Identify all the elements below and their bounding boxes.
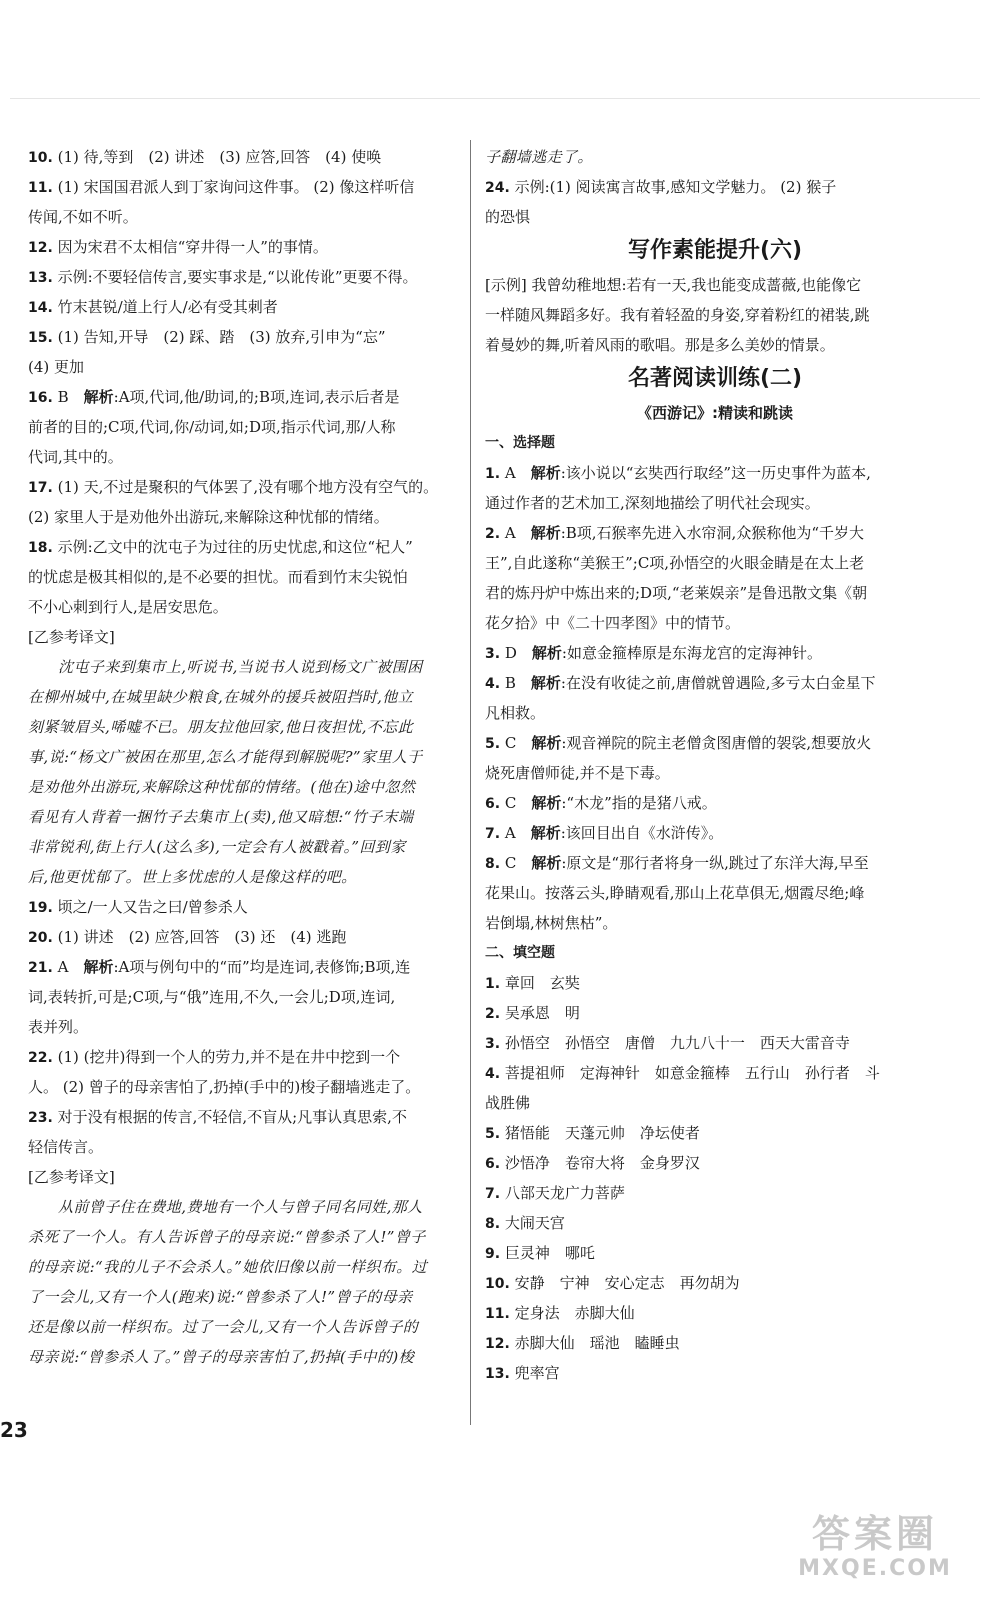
section-title: 写作素能提升(六) xyxy=(627,238,803,263)
answer-item xyxy=(485,1238,945,1268)
choice-answer-item xyxy=(485,788,945,818)
item-number: 22. xyxy=(28,1050,53,1066)
answer-option: A xyxy=(504,524,516,542)
continuation-line: 前者的目的;C项,代词,你/动词,如;D项,指示代词,那/人称 xyxy=(28,418,396,436)
item-number: 3. xyxy=(485,646,501,662)
answer-item xyxy=(28,1102,460,1132)
item-number: 24. xyxy=(485,180,510,196)
item-text: 章回 玄奘 xyxy=(504,974,580,992)
section-subtitle: 《西游记》:精读和跳读 xyxy=(637,404,793,422)
continuation-line: 烧死唐僧师徒,并不是下毒。 xyxy=(485,764,670,782)
translation-line: 杀死了一个人。有人告诉曾子的母亲说:“曾参杀了人!”曾子 xyxy=(28,1228,426,1246)
page-number: 23 xyxy=(0,1418,28,1442)
item-text: 示例:不要轻信传言,要实事求是,“以讹传讹”更要不得。 xyxy=(57,268,418,286)
item-text: 示例:(1) 阅读寓言故事,感知文学魅力。 (2) 猴子 xyxy=(514,178,837,196)
item-number: 2. xyxy=(485,526,501,542)
continuation-line: 人。 (2) 曾子的母亲害怕了,扔掉(手中的)梭子翻墙逃走了。 xyxy=(28,1078,421,1096)
item-number: 21. xyxy=(28,960,53,976)
translation-line: 从前曾子住在费地,费地有一个人与曾子同名同姓,那人 xyxy=(58,1198,423,1216)
item-text: 吴承恩 明 xyxy=(504,1004,580,1022)
answer-item xyxy=(485,1118,945,1148)
watermark-url: MXQE.COM xyxy=(798,1556,952,1581)
right-column xyxy=(485,142,945,1388)
answer-item xyxy=(28,922,460,952)
item-number: 12. xyxy=(485,1336,510,1352)
item-number: 11. xyxy=(485,1306,510,1322)
analysis-label: 解析 xyxy=(530,464,561,482)
item-number: 8. xyxy=(485,1216,501,1232)
left-column xyxy=(28,142,460,1372)
answer-item xyxy=(485,968,945,998)
answer-option: C xyxy=(504,794,517,812)
answer-item xyxy=(485,1178,945,1208)
translation-line: 后,他更忧郁了。世上多忧虑的人是像这样的吧。 xyxy=(28,868,357,886)
continuation-line: 君的炼丹炉中炼出来的;D项,“老莱娱亲”是鲁迅散文集《朝 xyxy=(485,584,868,602)
reference-translation-label: [乙参考译文] xyxy=(28,1168,115,1186)
answer-item xyxy=(485,1208,945,1238)
item-number: 13. xyxy=(485,1366,510,1382)
item-text: 赤脚大仙 瑶池 瞌睡虫 xyxy=(514,1334,680,1352)
continuation-line: 不小心刺到行人,是居安思危。 xyxy=(28,598,228,616)
answer-item xyxy=(485,1148,945,1178)
answer-item xyxy=(485,1328,945,1358)
translation-line: 刻紧皱眉头,唏嘘不已。朋友拉他回家,他日夜担忧,不忘此 xyxy=(28,718,414,736)
continuation-line: [示例] 我曾幼稚地想:若有一天,我也能变成蔷薇,也能像它 xyxy=(485,276,862,294)
answer-option: A xyxy=(504,824,516,842)
item-text: :A项与例句中的“而”均是连词,表修饰;B项,连 xyxy=(113,958,411,976)
choice-answer-item xyxy=(485,668,945,698)
continuation-line: 传闻,不如不听。 xyxy=(28,208,138,226)
answer-item xyxy=(485,1298,945,1328)
answer-item xyxy=(28,1042,460,1072)
item-text: :观音禅院的院主老僧贪图唐僧的袈裟,想要放火 xyxy=(561,734,872,752)
item-text: 顷之/一人又告之曰/曾参杀人 xyxy=(57,898,248,916)
continuation-line: (4) 更加 xyxy=(28,358,85,376)
item-number: 23. xyxy=(28,1110,53,1126)
answer-item xyxy=(28,172,460,202)
site-watermark xyxy=(760,1512,990,1592)
translation-line: 母亲说:“曾参杀人了。”曾子的母亲害怕了,扔掉(手中的)梭 xyxy=(28,1348,414,1366)
column-divider xyxy=(470,140,471,1425)
answer-option: C xyxy=(504,734,517,752)
continuation-line: (2) 家里人于是劝他外出游玩,来解除这种忧郁的情绪。 xyxy=(28,508,389,526)
translation-line: 非常锐利,街上行人(这么多),一定会有人被戳着。”回到家 xyxy=(28,838,406,856)
item-text: (1) (挖井)得到一个人的劳力,并不是在井中挖到一个 xyxy=(57,1048,401,1066)
analysis-label: 解析 xyxy=(531,644,562,662)
continuation-line: 词,表转折,可是;C项,与“俄”连用,不久,一会儿;D项,连词, xyxy=(28,988,396,1006)
item-number: 2. xyxy=(485,1006,501,1022)
choice-answer-item xyxy=(485,848,945,878)
item-number: 1. xyxy=(485,976,501,992)
translation-line: 还是像以前一样织布。过了一会儿,又有一个人告诉曾子的 xyxy=(28,1318,419,1336)
item-text: 孙悟空 孙悟空 唐僧 九九八十一 西天大雷音寺 xyxy=(504,1034,850,1052)
item-number: 18. xyxy=(28,540,53,556)
answer-option: C xyxy=(504,854,517,872)
choice-answer-item xyxy=(485,518,945,548)
item-number: 1. xyxy=(485,466,501,482)
translation-line: 子翻墙逃走了。 xyxy=(485,148,593,166)
item-text: 大闹天宫 xyxy=(504,1214,565,1232)
continuation-line: 王”,自此遂称“美猴王”;C项,孙悟空的火眼金睛是在太上老 xyxy=(485,554,865,572)
answer-item xyxy=(28,262,460,292)
translation-line: 是劝他外出游玩,来解除这种忧郁的情绪。(他在)途中忽然 xyxy=(28,778,416,796)
item-text: :B项,石猴率先进入水帘洞,众猴称他为“千岁大 xyxy=(560,524,864,542)
choice-answer-item xyxy=(28,382,460,412)
item-text: :在没有收徒之前,唐僧就曾遇险,多亏太白金星下 xyxy=(560,674,876,692)
answer-item xyxy=(28,232,460,262)
scan-edge-line xyxy=(10,98,980,99)
item-number: 3. xyxy=(485,1036,501,1052)
item-text: 八部天龙广力菩萨 xyxy=(504,1184,625,1202)
continuation-line: 岩倒塌,林树焦枯”。 xyxy=(485,914,618,932)
item-number: 5. xyxy=(485,1126,501,1142)
item-number: 6. xyxy=(485,796,501,812)
subsection-heading: 一、选择题 xyxy=(485,435,555,451)
answer-option: B xyxy=(57,388,69,406)
item-number: 12. xyxy=(28,240,53,256)
item-text: (1) 告知,开导 (2) 踩、踏 (3) 放弃,引申为“忘” xyxy=(57,328,386,346)
item-text: 定身法 赤脚大仙 xyxy=(514,1304,635,1322)
item-text: 菩提祖师 定海神针 如意金箍棒 五行山 孙行者 斗 xyxy=(504,1064,880,1082)
item-number: 11. xyxy=(28,180,53,196)
analysis-label: 解析 xyxy=(530,524,561,542)
item-text: :A项,代词,他/助词,的;B项,连词,表示后者是 xyxy=(113,388,400,406)
continuation-line: 代词,其中的。 xyxy=(28,448,123,466)
subsection-heading: 二、填空题 xyxy=(485,945,555,961)
analysis-label: 解析 xyxy=(83,388,114,406)
item-text: 沙悟净 卷帘大将 金身罗汉 xyxy=(504,1154,700,1172)
translation-line: 了一会儿,又有一个人(跑来)说:“曾参杀了人!”曾子的母亲 xyxy=(28,1288,413,1306)
analysis-label: 解析 xyxy=(530,824,561,842)
item-number: 14. xyxy=(28,300,53,316)
item-number: 10. xyxy=(28,150,53,166)
continuation-line: 凡相救。 xyxy=(485,704,546,722)
item-number: 16. xyxy=(28,390,53,406)
analysis-label: 解析 xyxy=(530,674,561,692)
answer-item xyxy=(28,142,460,172)
item-number: 17. xyxy=(28,480,53,496)
item-number: 10. xyxy=(485,1276,510,1292)
item-text: :“木龙”指的是猪八戒。 xyxy=(561,794,717,812)
choice-answer-item xyxy=(485,638,945,668)
translation-line: 在柳州城中,在城里缺少粮食,在城外的援兵被阻挡时,他立 xyxy=(28,688,414,706)
continuation-line: 通过作者的艺术加工,深刻地描绘了明代社会现实。 xyxy=(485,494,820,512)
item-number: 15. xyxy=(28,330,53,346)
item-text: :原文是“那行者将身一纵,跳过了东洋大海,早至 xyxy=(561,854,869,872)
answer-option: A xyxy=(57,958,69,976)
answer-item xyxy=(485,1028,945,1058)
item-text: :该回目出自《水浒传》。 xyxy=(560,824,724,842)
item-number: 9. xyxy=(485,1246,501,1262)
item-number: 7. xyxy=(485,826,501,842)
translation-line: 的母亲说:“我的儿子不会杀人。”她依旧像以前一样织布。过 xyxy=(28,1258,428,1276)
item-text: 兜率宫 xyxy=(514,1364,560,1382)
choice-answer-item xyxy=(485,818,945,848)
choice-answer-item xyxy=(485,728,945,758)
reference-translation-label: [乙参考译文] xyxy=(28,628,115,646)
answer-item xyxy=(485,1268,945,1298)
continuation-line: 着曼妙的舞,听着风雨的歌唱。那是多么美妙的情景。 xyxy=(485,336,835,354)
translation-line: 事,说:“杨文广被困在那里,怎么才能得到解脱呢?”家里人于 xyxy=(28,748,423,766)
item-text: 猪悟能 天蓬元帅 净坛使者 xyxy=(504,1124,700,1142)
translation-line: 看见有人背着一捆竹子去集市上(卖),他又暗想:“竹子末端 xyxy=(28,808,414,826)
item-number: 13. xyxy=(28,270,53,286)
answer-item xyxy=(485,1358,945,1388)
item-text: 竹末甚锐/道上行人/必有受其刺者 xyxy=(57,298,278,316)
answer-item xyxy=(485,998,945,1028)
answer-item xyxy=(28,292,460,322)
answer-item xyxy=(485,1058,945,1088)
answer-item xyxy=(485,172,945,202)
item-text: (1) 天,不过是聚积的气体罢了,没有哪个地方没有空气的。 xyxy=(57,478,439,496)
item-number: 8. xyxy=(485,856,501,872)
item-number: 20. xyxy=(28,930,53,946)
continuation-line: 表并列。 xyxy=(28,1018,89,1036)
item-text: 因为宋君不太相信“穿井得一人”的事情。 xyxy=(57,238,328,256)
watermark-logo-text: 答案圈 xyxy=(811,1512,938,1556)
answer-item xyxy=(28,532,460,562)
item-text: 巨灵神 哪吒 xyxy=(504,1244,595,1262)
continuation-line: 的忧虑是极其相似的,是不必要的担忧。而看到竹末尖锐怕 xyxy=(28,568,408,586)
item-text: 对于没有根据的传言,不轻信,不盲从;凡事认真思索,不 xyxy=(57,1108,407,1126)
continuation-line: 一样随风舞蹈多好。我有着轻盈的身姿,穿着粉红的裙装,跳 xyxy=(485,306,870,324)
item-text: (1) 讲述 (2) 应答,回答 (3) 还 (4) 逃跑 xyxy=(57,928,347,946)
item-text: :该小说以“玄奘西行取经”这一历史事件为蓝本, xyxy=(560,464,871,482)
answer-option: B xyxy=(504,674,516,692)
answer-option: D xyxy=(504,644,517,662)
answer-item xyxy=(28,892,460,922)
answer-item xyxy=(28,472,460,502)
analysis-label: 解析 xyxy=(83,958,114,976)
analysis-label: 解析 xyxy=(531,794,562,812)
item-number: 4. xyxy=(485,676,501,692)
continuation-line: 花夕拾》中《二十四孝图》中的情节。 xyxy=(485,614,741,632)
item-number: 6. xyxy=(485,1156,501,1172)
analysis-label: 解析 xyxy=(531,734,562,752)
continuation-line: 花果山。按落云头,睁睛观看,那山上花草俱无,烟霞尽绝;峰 xyxy=(485,884,865,902)
item-text: 安静 宁神 安心定志 再勿胡为 xyxy=(514,1274,740,1292)
item-number: 4. xyxy=(485,1066,501,1082)
continuation-line: 的恐惧 xyxy=(485,208,531,226)
item-text: :如意金箍棒原是东海龙宫的定海神针。 xyxy=(561,644,822,662)
translation-line: 沈屯子来到集市上,听说书,当说书人说到杨文广被围困 xyxy=(58,658,423,676)
item-number: 5. xyxy=(485,736,501,752)
item-text: (1) 宋国国君派人到丁家询问这件事。 (2) 像这样听信 xyxy=(57,178,415,196)
item-text: 示例:乙文中的沈屯子为过往的历史忧虑,和这位“杞人” xyxy=(57,538,413,556)
continuation-line: 轻信传言。 xyxy=(28,1138,104,1156)
choice-answer-item xyxy=(28,952,460,982)
item-text: (1) 待,等到 (2) 讲述 (3) 应答,回答 (4) 使唤 xyxy=(57,148,382,166)
item-number: 19. xyxy=(28,900,53,916)
choice-answer-item xyxy=(485,458,945,488)
answer-item xyxy=(28,322,460,352)
analysis-label: 解析 xyxy=(531,854,562,872)
section-title: 名著阅读训练(二) xyxy=(627,366,803,391)
continuation-line: 战胜佛 xyxy=(485,1094,531,1112)
item-number: 7. xyxy=(485,1186,501,1202)
answer-option: A xyxy=(504,464,516,482)
